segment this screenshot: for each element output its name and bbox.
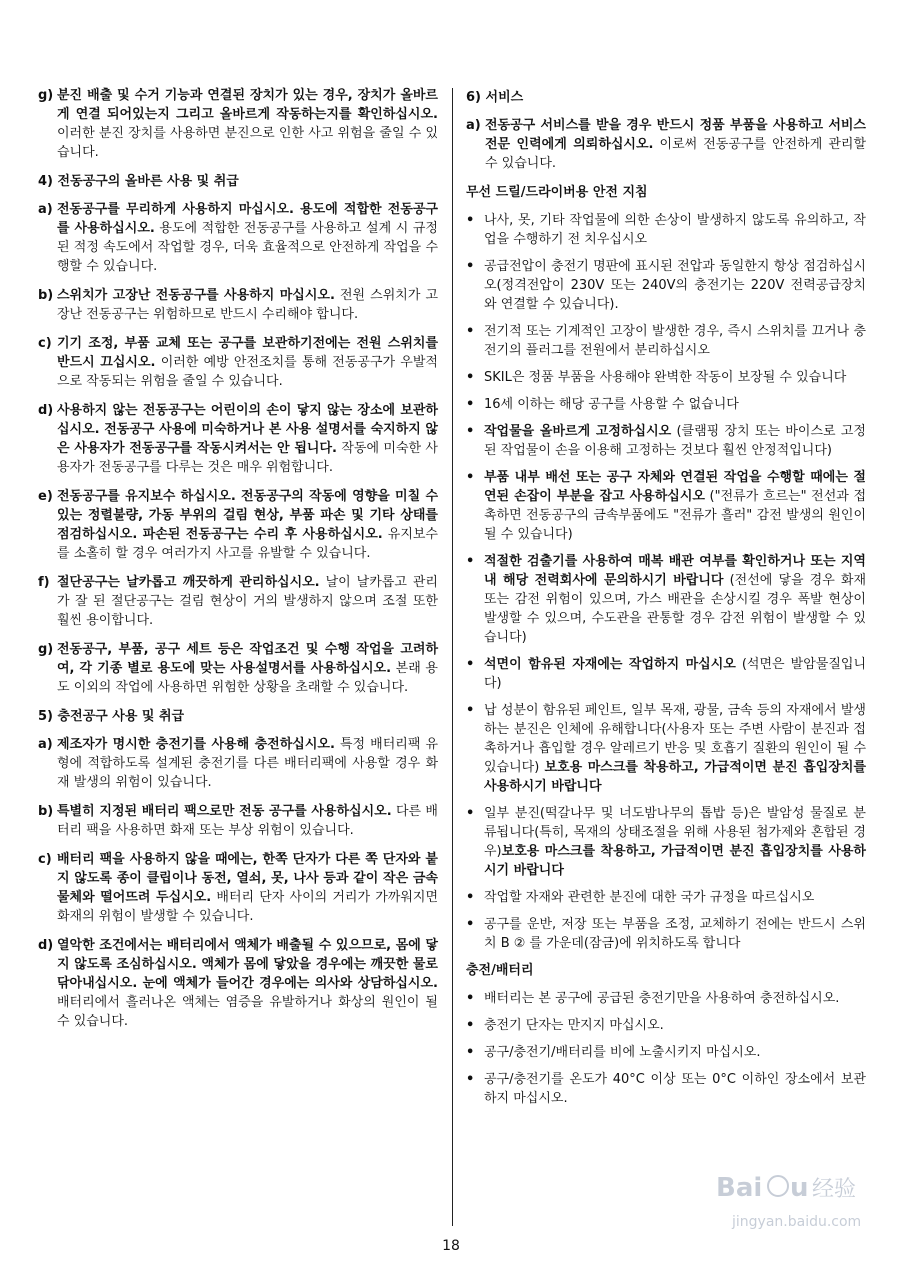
item-label: a) [38, 737, 53, 752]
item-text: 절단공구는 날카롭고 깨끗하게 관리하십시오. 날이 날카롭고 관리가 잘 된 절단공구는 걸림 현상이 거의 발생하지 않으며 조절 또한 훨씬 용이합니다. [57, 575, 438, 628]
column-divider [452, 88, 453, 1226]
bullet-dot-icon: • [466, 991, 475, 1006]
list-item-g-dust [38, 86, 438, 162]
bullet-dot-icon: • [466, 324, 475, 339]
item-text: 기기 조정, 부품 교체 또는 공구를 보관하기전에는 전원 스위치를 반드시 끄십시오. 이러한 예방 안전조치를 통해 전동공구가 우발적으로 작동되는 위험을 줄일 수 있습니다. [57, 336, 438, 389]
bullet-dot-icon: • [466, 470, 475, 485]
section-heading-5: 5) 충전공구 사용 및 취급 [38, 709, 185, 724]
svg-text:Bai: Bai [716, 1173, 763, 1203]
list-item-e4 [38, 487, 438, 563]
bullet-dot-icon: • [466, 703, 475, 718]
left-column [38, 86, 438, 1041]
svg-text:u: u [790, 1173, 809, 1203]
bullet-text: 배터리는 본 공구에 공급된 충전기만을 사용하여 충전하십시오. [484, 991, 840, 1006]
bullet-text: 부품 내부 배선 또는 공구 자체와 연결된 작업을 수행할 때에는 절연된 손잡이 부분을 잡고 사용하십시오 ("전류가 흐르는" 전선과 접촉하면 전동공구의 금속부품에도 "전류가 흘러" 감전 발생의 원인이 될 수 있습니다) [484, 470, 866, 542]
bullet-text: 작업할 자재와 관련한 분진에 대한 국가 규정을 따르십시오 [484, 890, 815, 905]
bullet-text: 작업물을 올바르게 고정하십시오 (클램핑 장치 또는 바이스로 고정된 작업물이 손을 이용해 고정하는 것보다 훨씬 안정적입니다) [484, 424, 866, 458]
list-item-a6 [466, 116, 866, 173]
item-text: 제조자가 명시한 충전기를 사용해 충전하십시오. 특정 배터리팩 유형에 적합하도록 설계된 충전기를 다른 배터리팩에 사용할 경우 화재 발생의 위험이 있습니다. [57, 737, 439, 790]
drill-safety-list [466, 211, 866, 953]
bullet-dot-icon: • [466, 1018, 475, 1033]
bullet-item [466, 701, 866, 796]
bullet-dot-icon: • [466, 890, 475, 905]
bullet-item [466, 1043, 866, 1062]
bullet-item [466, 989, 866, 1008]
baidu-watermark-logo [712, 1166, 862, 1234]
list-item-d4 [38, 401, 438, 477]
list-item-c5 [38, 850, 438, 926]
bullet-text: 나사, 못, 기타 작업물에 의한 손상이 발생하지 않도록 유의하고, 작업을 수행하기 전 치우십시오 [484, 213, 866, 247]
bullet-dot-icon: • [466, 1045, 475, 1060]
bullet-text: SKIL은 정품 부품을 사용해야 완벽한 작동이 보장될 수 있습니다 [484, 370, 847, 385]
list-item-g4 [38, 640, 438, 697]
list-item-c4 [38, 334, 438, 391]
bullet-dot-icon: • [466, 554, 475, 569]
bullet-dot-icon: • [466, 397, 475, 412]
list-item-b5 [38, 802, 438, 840]
section-heading-6: 6) 서비스 [466, 90, 524, 105]
item-label: b) [38, 804, 54, 819]
list-item-d5 [38, 936, 438, 1031]
item-text: 전동공구, 부품, 공구 세트 등은 작업조건 및 수행 작업을 고려하여, 각 기종 별로 용도에 맞는 사용설명서를 사용하십시오. 본래 용도 이외의 작업에 사용하면 위험한 상황을 초래할 수 있습니다. [57, 642, 438, 695]
item-text: 사용하지 않는 전동공구는 어린이의 손이 닿지 않는 장소에 보관하십시오. 전동공구 사용에 미숙하거나 본 사용 설명서를 숙지하지 않은 사용자가 전동공구를 작동시켜서는 안 됩니다. 작동에 미숙한 사용자가 전동공구를 다루는 것은 매우 위험합니다. [57, 403, 438, 475]
bullet-item [466, 655, 866, 693]
bullet-item [466, 804, 866, 880]
bullet-item [466, 915, 866, 953]
bullet-dot-icon: • [466, 259, 475, 274]
bullet-text: 전기적 또는 기계적인 고장이 발생한 경우, 즉시 스위치를 끄거나 충전기의 플러그를 전원에서 분리하십시오 [484, 324, 866, 358]
item-text: 전동공구 서비스를 받을 경우 반드시 정품 부품을 사용하고 서비스 전문 인력에게 의뢰하십시오. 이로써 전동공구를 안전하게 관리할 수 있습니다. [485, 118, 867, 171]
bullet-dot-icon: • [466, 657, 475, 672]
item-label: d) [38, 938, 54, 953]
list-item-f4 [38, 573, 438, 630]
item-text: 배터리 팩을 사용하지 않을 때에는, 한쪽 단자가 다른 쪽 단자와 붙지 않도록 종이 클립이나 동전, 열쇠, 못, 나사 등과 같이 작은 금속 물체와 떨어뜨려 두십시오. 배터리 단자 사이의 거리가 가까워지면 화재의 위험이 발생할 수 있습니다. [57, 852, 438, 924]
bullet-item [466, 395, 866, 414]
bullet-text: 적절한 검출기를 사용하여 매복 배관 여부를 확인하거나 또는 지역 내 해당 전력회사에 문의하시기 바랍니다 (전선에 닿을 경우 화재 또는 감전 위험이 있으며, 가스 배관을 손상시킬 경우 폭발 현상이 발생할 수 있으며, 수도관을 관통할 경우 감전 위험이 발생할 수 있습니다) [484, 554, 866, 645]
item-text: 분진 배출 및 수거 기능과 연결된 장치가 있는 경우, 장치가 올바르게 연결 되어있는지 그리고 올바르게 작동하는지를 확인하십시오. 이러한 분진 장치를 사용하면 분진으로 인한 사고 위험을 줄일 수 있습니다. [57, 88, 438, 160]
bullet-text: 납 성분이 함유된 페인트, 일부 목재, 광물, 금속 등의 자재에서 발생하는 분진은 인체에 유해합니다(사용자 또는 주변 사람이 분진과 접촉하거나 흡입할 경우 알레르기 반응 및 호흡기 질환의 원인이 될 수 있습니다) 보호용 마스크를 착용하고, 가급적이면 분진 흡입장치를 사용하시기 바랍니다 [484, 703, 867, 794]
bullet-text: 충전기 단자는 만지지 마십시오. [484, 1018, 664, 1033]
item-text: 특별히 지정된 배터리 팩으로만 전동 공구를 사용하십시오. 다른 배터리 팩을 사용하면 화재 또는 부상 위험이 있습니다. [57, 804, 438, 838]
bullet-dot-icon: • [466, 370, 475, 385]
item-text: 전동공구를 유지보수 하십시오. 전동공구의 작동에 영향을 미칠 수 있는 정렬불량, 가동 부위의 걸림 현상, 부품 파손 및 기타 상태를 점검하십시오. 파손된 전동공구는 수리 후 사용하십시오. 유지보수를 소홀히 할 경우 여러가지 사고를 유발할 수 있습니다. [57, 489, 438, 561]
bullet-item [466, 468, 866, 544]
page-number: 18 [442, 1238, 460, 1254]
bullet-dot-icon: • [466, 424, 475, 439]
bullet-item [466, 322, 866, 360]
item-text: 전동공구를 무리하게 사용하지 마십시오. 용도에 적합한 전동공구를 사용하십시오. 용도에 적합한 전동공구를 사용하고 설계 시 규정된 적정 속도에서 작업할 경우, 더욱 효율적으로 안전하게 작업을 수행할 수 있습니다. [57, 202, 438, 274]
charging-list [466, 989, 866, 1108]
item-text: 스위치가 고장난 전동공구를 사용하지 마십시오. 전원 스위치가 고장난 전동공구는 위험하므로 반드시 수리해야 합니다. [57, 288, 439, 322]
bullet-text: 공구를 운반, 저장 또는 부품을 조정, 교체하기 전에는 반드시 스위치 B ② 를 가운데(잠금)에 위치하도록 합니다 [484, 917, 866, 951]
list-item-a4 [38, 200, 438, 276]
bullet-text: 공구/충전기/배터리를 비에 노출시키지 마십시오. [484, 1045, 761, 1060]
svg-text:经验: 经验 [812, 1177, 857, 1202]
section-heading-4: 4) 전동공구의 올바른 사용 및 취급 [38, 174, 239, 189]
item-label: d) [38, 403, 54, 418]
bullet-dot-icon: • [466, 1072, 475, 1087]
bullet-dot-icon: • [466, 213, 475, 228]
charging-heading: 충전/배터리 [466, 963, 534, 978]
bullet-text: 공구/충전기를 온도가 40°C 이상 또는 0°C 이하인 장소에서 보관하지 마십시오. [484, 1072, 866, 1106]
bullet-dot-icon: • [466, 917, 475, 932]
item-label: g) [38, 88, 54, 103]
bullet-item [466, 257, 866, 314]
list-item-a5 [38, 735, 438, 792]
item-label: f) [38, 575, 50, 590]
item-label: c) [38, 336, 52, 351]
item-label: a) [38, 202, 53, 217]
right-column [466, 86, 866, 1116]
bullet-dot-icon: • [466, 806, 475, 821]
list-item-b4 [38, 286, 438, 324]
item-label: b) [38, 288, 54, 303]
item-label: a) [466, 118, 481, 133]
bullet-item [466, 1070, 866, 1108]
svg-text:jingyan.baidu.com: jingyan.baidu.com [732, 1214, 862, 1230]
bullet-item [466, 422, 866, 460]
item-label: g) [38, 642, 54, 657]
bullet-item [466, 1016, 866, 1035]
item-label: e) [38, 489, 53, 504]
bullet-text: 일부 분진(떡갈나무 및 너도밤나무의 톱밥 등)은 발암성 물질로 분류됩니다(특히, 목재의 상태조절을 위해 사용된 첨가제와 혼합된 경우)보호용 마스크를 착용하고, 가급적이면 분진 흡입장치를 사용하시기 바랍니다 [484, 806, 866, 878]
bullet-item [466, 211, 866, 249]
bullet-text: 16세 이하는 해당 공구를 사용할 수 없습니다 [484, 397, 739, 412]
bullet-text: 공급전압이 충전기 명판에 표시된 전압과 동일한지 항상 점검하십시오(정격전압이 230V 또는 240V의 충전기는 220V 전력공급장치와 연결할 수 있습니다). [484, 259, 866, 312]
bullet-item [466, 368, 866, 387]
bullet-text: 석면이 함유된 자재에는 작업하지 마십시오 (석면은 발암물질입니다) [484, 657, 866, 691]
drill-safety-heading: 무선 드릴/드라이버용 안전 지침 [466, 185, 648, 200]
bullet-item [466, 552, 866, 647]
item-text: 열악한 조건에서는 배터리에서 액체가 배출될 수 있으므로, 몸에 닿지 않도록 조심하십시오. 액체가 몸에 닿았을 경우에는 깨끗한 물로 닦아내십시오. 눈에 액체가 들어간 경우에는 의사와 상담하십시오. 배터리에서 흘러나온 액체는 염증을 유발하거나 화상의 원인이 될 수 있습니다. [57, 938, 438, 1029]
bullet-item [466, 888, 866, 907]
item-label: c) [38, 852, 52, 867]
